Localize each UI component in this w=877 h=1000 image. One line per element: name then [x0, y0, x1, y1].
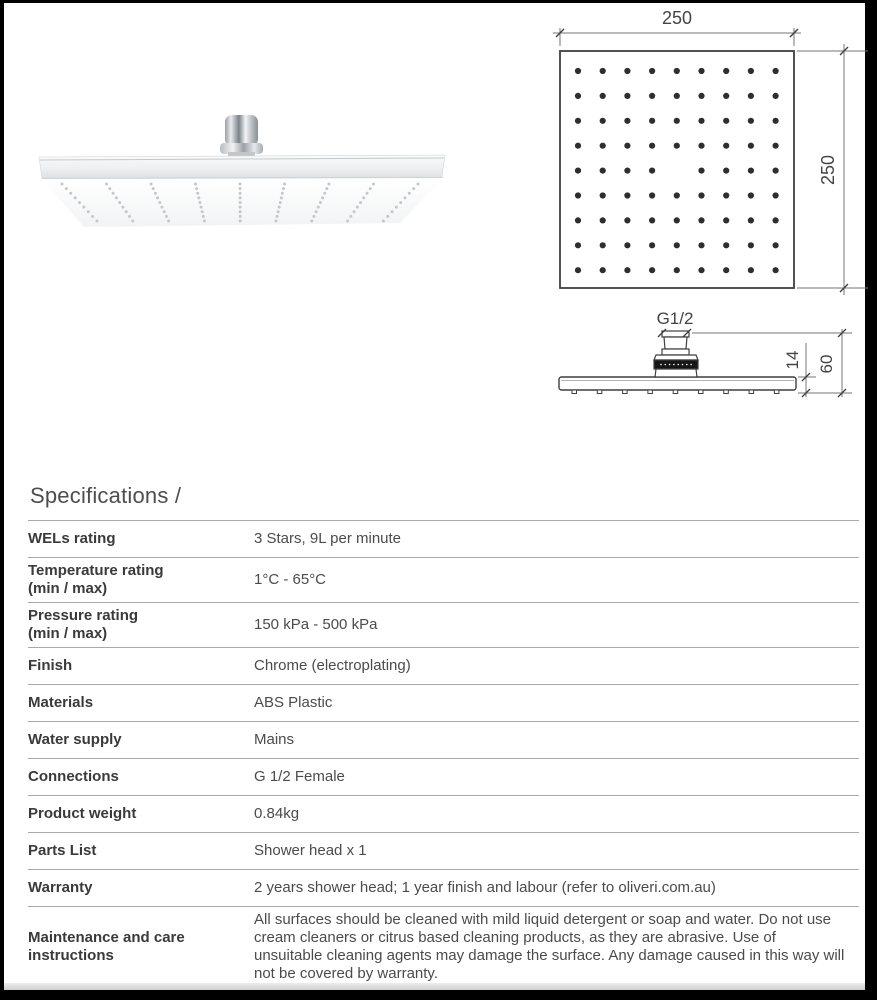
spec-value: Chrome (electroplating) [254, 657, 411, 674]
spec-row [28, 685, 859, 722]
spec-value: ABS Plastic [254, 694, 333, 711]
collar-base [655, 369, 697, 377]
spec-label: WELs rating [28, 530, 116, 547]
spec-row [28, 603, 859, 648]
spec-value: G 1/2 Female [254, 768, 345, 785]
spec-value: 0.84kg [254, 805, 300, 822]
spec-row [28, 796, 859, 833]
spec-row [28, 833, 859, 870]
side-view-drawing [539, 298, 877, 413]
pipe-top-rim [662, 331, 689, 337]
head-plate-profile [559, 377, 796, 390]
spec-label: Parts List [28, 842, 97, 859]
spec-value: All surfaces should be cleaned with mild liquid detergent or soap and water. Do not use cream cleaners or citrus based cleaning products, as they are abrasive. Use of unsuitable cleaning agents may damage the surface. Any damage caused in this way will not be covered by warranty. [254, 911, 845, 982]
pipe-bottom-rim [662, 349, 689, 355]
spec-value: 3 Stars, 9L per minute [254, 530, 402, 547]
spec-value: Shower head x 1 [254, 842, 367, 859]
spec-label: Warranty [28, 879, 93, 896]
spec-value: Mains [254, 731, 295, 748]
shower-head-photo [39, 155, 445, 227]
spec-row [28, 870, 859, 907]
spec-row [28, 558, 859, 603]
spec-label: Connections [28, 768, 119, 785]
spec-label: Water supply [28, 731, 122, 748]
top-view-drawing [539, 3, 877, 303]
plate-thickness-label: 14 [783, 350, 802, 370]
width-dimension-label: 250 [661, 8, 693, 28]
specifications-title: Specifications / [30, 483, 182, 508]
spec-row [28, 521, 859, 558]
width-dimension [553, 28, 801, 46]
spec-label: Product weight [28, 805, 137, 822]
spec-value: 150 kPa - 500 kPa [254, 616, 378, 633]
spec-label: Pressure rating (min / max) [28, 607, 139, 642]
spec-row [28, 759, 859, 796]
pipe-body [664, 337, 687, 349]
shower-connector-photo [220, 115, 263, 157]
spec-row [28, 907, 859, 988]
spec-row [28, 648, 859, 685]
spec-label: Temperature rating (min / max) [28, 562, 164, 597]
spec-value: 2 years shower head; 1 year finish and labour (refer to oliveri.com.au) [254, 879, 716, 896]
spec-value: 1°C - 65°C [254, 571, 327, 588]
spec-label: Materials [28, 694, 94, 711]
face-outline [560, 51, 794, 288]
spec-table [28, 520, 859, 988]
connection-size-label: G1/2 [656, 309, 694, 328]
height-dimension-label: 250 [818, 154, 838, 186]
product-photo [24, 98, 484, 283]
overall-height-label: 60 [817, 354, 836, 374]
spec-label: Finish [28, 657, 73, 674]
spec-row [28, 722, 859, 759]
spec-label: Maintenance and care instructions [28, 929, 185, 964]
collar-top [654, 355, 698, 360]
connector-profile [654, 331, 698, 377]
page-content [4, 3, 865, 990]
footer-strip [4, 983, 865, 990]
connector-knob [225, 115, 258, 146]
